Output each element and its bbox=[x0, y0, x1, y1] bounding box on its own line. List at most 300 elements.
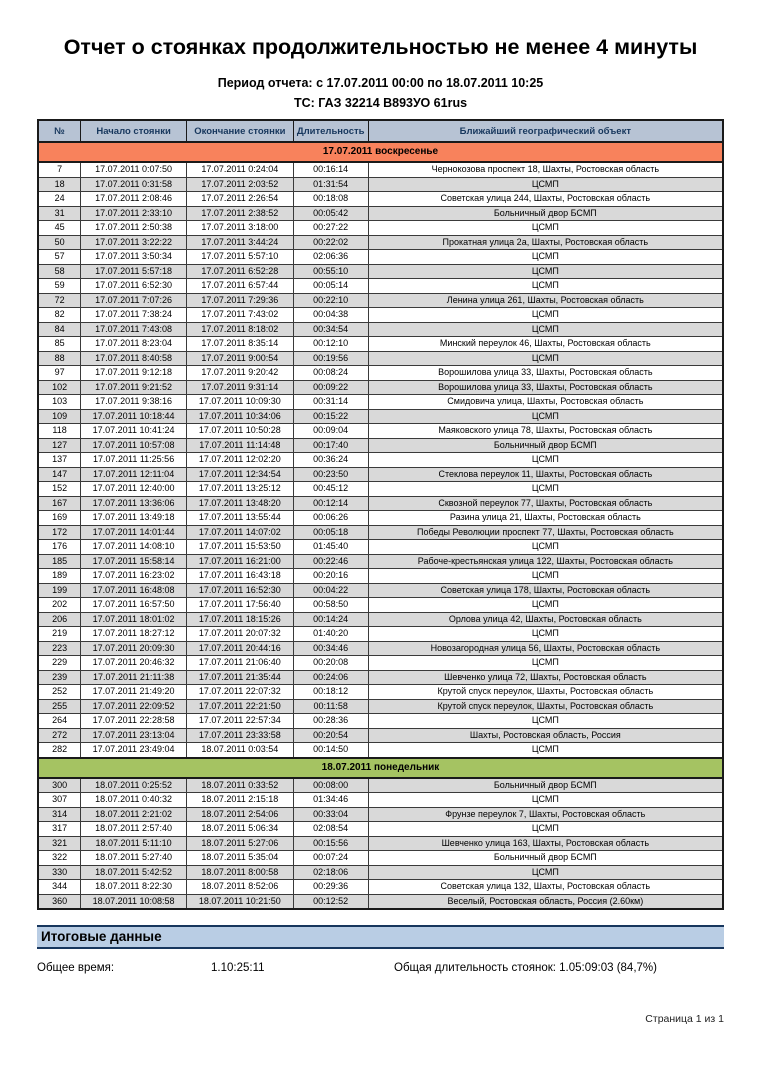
stop-location: ЦСМП bbox=[368, 453, 723, 468]
stop-number: 199 bbox=[38, 583, 81, 598]
table-row bbox=[38, 793, 723, 808]
stop-duration: 00:12:14 bbox=[293, 496, 368, 511]
stop-end: 17.07.2011 22:57:34 bbox=[186, 714, 293, 729]
stop-number: 24 bbox=[38, 192, 81, 207]
stop-number: 97 bbox=[38, 366, 81, 381]
stop-duration: 00:34:46 bbox=[293, 641, 368, 656]
table-row bbox=[38, 409, 723, 424]
stop-number: 72 bbox=[38, 293, 81, 308]
stop-number: 127 bbox=[38, 438, 81, 453]
report-content bbox=[37, 76, 724, 1025]
stop-end: 17.07.2011 6:52:28 bbox=[186, 264, 293, 279]
stop-number: 85 bbox=[38, 337, 81, 352]
table-row bbox=[38, 380, 723, 395]
stop-duration: 00:28:36 bbox=[293, 714, 368, 729]
table-header-row bbox=[38, 120, 723, 142]
stop-location: Больничный двор БСМП bbox=[368, 778, 723, 793]
table-row bbox=[38, 424, 723, 439]
stop-location: Ленина улица 261, Шахты, Ростовская область bbox=[368, 293, 723, 308]
stop-location: ЦСМП bbox=[368, 351, 723, 366]
stop-start: 17.07.2011 16:23:02 bbox=[81, 569, 187, 584]
table-row bbox=[38, 583, 723, 598]
stop-start: 17.07.2011 22:28:58 bbox=[81, 714, 187, 729]
table-row bbox=[38, 699, 723, 714]
stop-duration: 00:12:52 bbox=[293, 894, 368, 909]
table-row bbox=[38, 496, 723, 511]
col-header-number: № bbox=[38, 120, 81, 142]
stop-location: Шевченко улица 72, Шахты, Ростовская область bbox=[368, 670, 723, 685]
stop-end: 17.07.2011 2:03:52 bbox=[186, 177, 293, 192]
stop-number: 185 bbox=[38, 554, 81, 569]
table-row bbox=[38, 554, 723, 569]
stop-start: 18.07.2011 2:21:02 bbox=[81, 807, 187, 822]
table-row bbox=[38, 351, 723, 366]
stop-end: 17.07.2011 2:38:52 bbox=[186, 206, 293, 221]
table-row bbox=[38, 221, 723, 236]
stop-duration: 00:22:10 bbox=[293, 293, 368, 308]
stop-number: 31 bbox=[38, 206, 81, 221]
stop-location: ЦСМП bbox=[368, 250, 723, 265]
stop-start: 17.07.2011 11:25:56 bbox=[81, 453, 187, 468]
stop-location: Шахты, Ростовская область, Россия bbox=[368, 728, 723, 743]
stop-duration: 02:18:06 bbox=[293, 865, 368, 880]
stop-start: 17.07.2011 21:11:38 bbox=[81, 670, 187, 685]
stop-start: 17.07.2011 18:27:12 bbox=[81, 627, 187, 642]
stop-start: 17.07.2011 12:40:00 bbox=[81, 482, 187, 497]
stop-start: 17.07.2011 18:01:02 bbox=[81, 612, 187, 627]
stop-end: 18.07.2011 0:33:52 bbox=[186, 778, 293, 793]
total-time-value: 1.10:25:11 bbox=[211, 962, 265, 974]
stop-location: ЦСМП bbox=[368, 743, 723, 758]
stop-number: 344 bbox=[38, 880, 81, 895]
stop-end: 17.07.2011 3:44:24 bbox=[186, 235, 293, 250]
table-row bbox=[38, 714, 723, 729]
stop-number: 45 bbox=[38, 221, 81, 236]
stop-number: 264 bbox=[38, 714, 81, 729]
stop-location: Фрунзе переулок 7, Шахты, Ростовская область bbox=[368, 807, 723, 822]
stop-end: 17.07.2011 9:20:42 bbox=[186, 366, 293, 381]
table-row bbox=[38, 656, 723, 671]
stop-duration: 00:09:22 bbox=[293, 380, 368, 395]
stop-end: 17.07.2011 17:56:40 bbox=[186, 598, 293, 613]
stop-start: 17.07.2011 22:09:52 bbox=[81, 699, 187, 714]
stop-location: ЦСМП bbox=[368, 865, 723, 880]
stop-duration: 00:23:50 bbox=[293, 467, 368, 482]
stop-start: 17.07.2011 7:43:08 bbox=[81, 322, 187, 337]
stop-number: 300 bbox=[38, 778, 81, 793]
stop-number: 137 bbox=[38, 453, 81, 468]
stop-location: ЦСМП bbox=[368, 714, 723, 729]
stop-duration: 00:15:56 bbox=[293, 836, 368, 851]
stop-end: 17.07.2011 15:53:50 bbox=[186, 540, 293, 555]
stop-start: 17.07.2011 15:58:14 bbox=[81, 554, 187, 569]
stop-duration: 00:04:38 bbox=[293, 308, 368, 323]
day-section-label: 17.07.2011 воскресенье bbox=[38, 142, 723, 162]
stop-end: 18.07.2011 5:06:34 bbox=[186, 822, 293, 837]
stop-start: 17.07.2011 23:13:04 bbox=[81, 728, 187, 743]
stop-start: 17.07.2011 6:52:30 bbox=[81, 279, 187, 294]
stop-start: 17.07.2011 20:09:30 bbox=[81, 641, 187, 656]
stop-number: 282 bbox=[38, 743, 81, 758]
stop-duration: 01:31:54 bbox=[293, 177, 368, 192]
stop-start: 17.07.2011 0:31:58 bbox=[81, 177, 187, 192]
stop-duration: 00:58:50 bbox=[293, 598, 368, 613]
stop-start: 17.07.2011 2:08:46 bbox=[81, 192, 187, 207]
stop-number: 239 bbox=[38, 670, 81, 685]
stop-start: 17.07.2011 2:33:10 bbox=[81, 206, 187, 221]
stop-number: 229 bbox=[38, 656, 81, 671]
stop-start: 17.07.2011 14:01:44 bbox=[81, 525, 187, 540]
stop-number: 321 bbox=[38, 836, 81, 851]
stop-number: 102 bbox=[38, 380, 81, 395]
stop-start: 18.07.2011 10:08:58 bbox=[81, 894, 187, 909]
stop-end: 17.07.2011 3:18:00 bbox=[186, 221, 293, 236]
stop-start: 17.07.2011 9:21:52 bbox=[81, 380, 187, 395]
table-row bbox=[38, 511, 723, 526]
stop-number: 88 bbox=[38, 351, 81, 366]
stop-number: 307 bbox=[38, 793, 81, 808]
stop-number: 167 bbox=[38, 496, 81, 511]
table-row bbox=[38, 192, 723, 207]
stop-start: 17.07.2011 8:40:58 bbox=[81, 351, 187, 366]
stop-location: ЦСМП bbox=[368, 409, 723, 424]
day-section-header-row bbox=[38, 758, 723, 778]
stop-end: 18.07.2011 2:15:18 bbox=[186, 793, 293, 808]
table-row bbox=[38, 264, 723, 279]
stop-number: 50 bbox=[38, 235, 81, 250]
stop-start: 18.07.2011 8:22:30 bbox=[81, 880, 187, 895]
stop-start: 17.07.2011 0:07:50 bbox=[81, 162, 187, 177]
stop-location: ЦСМП bbox=[368, 569, 723, 584]
stop-start: 17.07.2011 16:57:50 bbox=[81, 598, 187, 613]
stop-start: 17.07.2011 14:08:10 bbox=[81, 540, 187, 555]
table-row bbox=[38, 612, 723, 627]
stop-duration: 00:14:50 bbox=[293, 743, 368, 758]
stop-end: 17.07.2011 13:25:12 bbox=[186, 482, 293, 497]
stop-duration: 00:27:22 bbox=[293, 221, 368, 236]
stop-end: 17.07.2011 11:14:48 bbox=[186, 438, 293, 453]
table-row bbox=[38, 894, 723, 909]
stop-location: Советская улица 244, Шахты, Ростовская область bbox=[368, 192, 723, 207]
stop-end: 17.07.2011 16:52:30 bbox=[186, 583, 293, 598]
stop-number: 169 bbox=[38, 511, 81, 526]
stop-start: 18.07.2011 0:25:52 bbox=[81, 778, 187, 793]
table-row bbox=[38, 235, 723, 250]
stop-end: 17.07.2011 16:21:00 bbox=[186, 554, 293, 569]
stop-end: 18.07.2011 8:00:58 bbox=[186, 865, 293, 880]
stop-duration: 00:22:02 bbox=[293, 235, 368, 250]
stop-number: 360 bbox=[38, 894, 81, 909]
stop-location: ЦСМП bbox=[368, 482, 723, 497]
stop-start: 17.07.2011 3:22:22 bbox=[81, 235, 187, 250]
stop-duration: 02:06:36 bbox=[293, 250, 368, 265]
stop-duration: 00:07:24 bbox=[293, 851, 368, 866]
stop-location: Шевченко улица 163, Шахты, Ростовская область bbox=[368, 836, 723, 851]
stop-number: 58 bbox=[38, 264, 81, 279]
table-row bbox=[38, 453, 723, 468]
table-row bbox=[38, 540, 723, 555]
stops-duration-text bbox=[394, 962, 657, 974]
stop-duration: 00:20:08 bbox=[293, 656, 368, 671]
stop-number: 118 bbox=[38, 424, 81, 439]
stop-end: 17.07.2011 23:33:58 bbox=[186, 728, 293, 743]
table-row bbox=[38, 482, 723, 497]
table-row bbox=[38, 395, 723, 410]
stop-location: Больничный двор БСМП bbox=[368, 851, 723, 866]
stop-location: Сквозной переулок 77, Шахты, Ростовская область bbox=[368, 496, 723, 511]
stop-end: 17.07.2011 21:35:44 bbox=[186, 670, 293, 685]
stop-start: 17.07.2011 13:36:06 bbox=[81, 496, 187, 511]
stop-number: 314 bbox=[38, 807, 81, 822]
stop-location: ЦСМП bbox=[368, 308, 723, 323]
stop-location: Больничный двор БСМП bbox=[368, 206, 723, 221]
stop-end: 18.07.2011 5:35:04 bbox=[186, 851, 293, 866]
stop-duration: 00:17:40 bbox=[293, 438, 368, 453]
stop-location: Чернокозова проспект 18, Шахты, Ростовская область bbox=[368, 162, 723, 177]
stop-start: 17.07.2011 9:12:18 bbox=[81, 366, 187, 381]
stop-start: 17.07.2011 3:50:34 bbox=[81, 250, 187, 265]
stop-number: 82 bbox=[38, 308, 81, 323]
stop-number: 84 bbox=[38, 322, 81, 337]
stop-end: 17.07.2011 22:21:50 bbox=[186, 699, 293, 714]
stop-duration: 00:14:24 bbox=[293, 612, 368, 627]
stop-end: 17.07.2011 13:55:44 bbox=[186, 511, 293, 526]
stop-number: 330 bbox=[38, 865, 81, 880]
stop-number: 219 bbox=[38, 627, 81, 642]
stop-location: Советская улица 132, Шахты, Ростовская область bbox=[368, 880, 723, 895]
stop-duration: 00:36:24 bbox=[293, 453, 368, 468]
stop-duration: 00:22:46 bbox=[293, 554, 368, 569]
stop-location: Орлова улица 42, Шахты, Ростовская область bbox=[368, 612, 723, 627]
stop-location: ЦСМП bbox=[368, 221, 723, 236]
stop-start: 17.07.2011 16:48:08 bbox=[81, 583, 187, 598]
stop-location: Рабоче-крестьянская улица 122, Шахты, Ростовская область bbox=[368, 554, 723, 569]
stop-duration: 02:08:54 bbox=[293, 822, 368, 837]
table-row bbox=[38, 627, 723, 642]
stops-table bbox=[37, 119, 724, 910]
stop-number: 152 bbox=[38, 482, 81, 497]
stop-duration: 01:45:40 bbox=[293, 540, 368, 555]
stop-start: 17.07.2011 7:07:26 bbox=[81, 293, 187, 308]
stop-start: 17.07.2011 9:38:16 bbox=[81, 395, 187, 410]
table-row bbox=[38, 206, 723, 221]
stop-end: 18.07.2011 0:03:54 bbox=[186, 743, 293, 758]
table-row bbox=[38, 670, 723, 685]
stop-start: 17.07.2011 8:23:04 bbox=[81, 337, 187, 352]
stop-number: 172 bbox=[38, 525, 81, 540]
stop-start: 17.07.2011 23:49:04 bbox=[81, 743, 187, 758]
stop-location: Веселый, Ростовская область, Россия (2.60км) bbox=[368, 894, 723, 909]
table-row bbox=[38, 308, 723, 323]
stop-number: 176 bbox=[38, 540, 81, 555]
stop-end: 17.07.2011 20:44:16 bbox=[186, 641, 293, 656]
stop-end: 18.07.2011 2:54:06 bbox=[186, 807, 293, 822]
table-row bbox=[38, 778, 723, 793]
stop-location: Маяковского улица 78, Шахты, Ростовская область bbox=[368, 424, 723, 439]
stop-end: 17.07.2011 20:07:32 bbox=[186, 627, 293, 642]
total-time-label: Общее время: bbox=[37, 962, 115, 974]
stop-end: 18.07.2011 10:21:50 bbox=[186, 894, 293, 909]
stop-end: 17.07.2011 0:24:04 bbox=[186, 162, 293, 177]
table-row bbox=[38, 851, 723, 866]
stop-duration: 00:31:14 bbox=[293, 395, 368, 410]
stop-duration: 00:24:06 bbox=[293, 670, 368, 685]
stop-duration: 00:05:14 bbox=[293, 279, 368, 294]
col-header-location: Ближайший географический объект bbox=[368, 120, 723, 142]
table-row bbox=[38, 836, 723, 851]
stop-duration: 00:20:16 bbox=[293, 569, 368, 584]
stop-end: 17.07.2011 7:29:36 bbox=[186, 293, 293, 308]
day-section-label: 18.07.2011 понедельник bbox=[38, 758, 723, 778]
stop-location: ЦСМП bbox=[368, 322, 723, 337]
report-vehicle: ТС: ГАЗ 32214 В893УО 61rus bbox=[293, 96, 468, 110]
stop-end: 17.07.2011 9:00:54 bbox=[186, 351, 293, 366]
stop-end: 17.07.2011 14:07:02 bbox=[186, 525, 293, 540]
page-number-label: Страница 1 из 1 bbox=[645, 1013, 724, 1025]
summary-line bbox=[37, 962, 724, 977]
stop-location: Крутой спуск переулок, Шахты, Ростовская область bbox=[368, 685, 723, 700]
stop-number: 7 bbox=[38, 162, 81, 177]
stop-duration: 00:16:14 bbox=[293, 162, 368, 177]
stop-number: 255 bbox=[38, 699, 81, 714]
stop-end: 17.07.2011 5:57:10 bbox=[186, 250, 293, 265]
stop-end: 17.07.2011 21:06:40 bbox=[186, 656, 293, 671]
stop-duration: 00:18:12 bbox=[293, 685, 368, 700]
stop-start: 17.07.2011 21:49:20 bbox=[81, 685, 187, 700]
stop-duration: 00:06:26 bbox=[293, 511, 368, 526]
stop-number: 59 bbox=[38, 279, 81, 294]
stop-end: 17.07.2011 13:48:20 bbox=[186, 496, 293, 511]
table-row bbox=[38, 250, 723, 265]
stop-number: 189 bbox=[38, 569, 81, 584]
stop-duration: 00:04:22 bbox=[293, 583, 368, 598]
stop-number: 252 bbox=[38, 685, 81, 700]
stop-duration: 00:15:22 bbox=[293, 409, 368, 424]
stop-end: 17.07.2011 7:43:02 bbox=[186, 308, 293, 323]
stop-end: 17.07.2011 16:43:18 bbox=[186, 569, 293, 584]
stop-location: Стеклова переулок 11, Шахты, Ростовская область bbox=[368, 467, 723, 482]
table-row bbox=[38, 322, 723, 337]
stop-location: Ворошилова улица 33, Шахты, Ростовская область bbox=[368, 366, 723, 381]
table-row bbox=[38, 525, 723, 540]
table-row bbox=[38, 569, 723, 584]
table-row bbox=[38, 162, 723, 177]
stop-location: ЦСМП bbox=[368, 264, 723, 279]
stop-duration: 00:33:04 bbox=[293, 807, 368, 822]
stop-start: 17.07.2011 10:41:24 bbox=[81, 424, 187, 439]
stop-start: 18.07.2011 5:11:10 bbox=[81, 836, 187, 851]
stop-start: 17.07.2011 5:57:18 bbox=[81, 264, 187, 279]
table-row bbox=[38, 337, 723, 352]
stop-end: 17.07.2011 8:35:14 bbox=[186, 337, 293, 352]
stop-location: ЦСМП bbox=[368, 598, 723, 613]
stop-duration: 01:40:20 bbox=[293, 627, 368, 642]
table-row bbox=[38, 438, 723, 453]
stop-end: 17.07.2011 6:57:44 bbox=[186, 279, 293, 294]
report-period: Период отчета: с 17.07.2011 00:00 по 18.07.2011 10:25 bbox=[217, 76, 544, 90]
stop-number: 109 bbox=[38, 409, 81, 424]
stop-location: Ворошилова улица 33, Шахты, Ростовская область bbox=[368, 380, 723, 395]
day-section-header-row bbox=[38, 142, 723, 162]
table-row bbox=[38, 467, 723, 482]
stops-duration-value: 1.05:09:03 (84,7%) bbox=[559, 962, 657, 974]
table-row bbox=[38, 293, 723, 308]
stop-end: 18.07.2011 5:27:06 bbox=[186, 836, 293, 851]
stop-duration: 00:18:08 bbox=[293, 192, 368, 207]
stop-number: 57 bbox=[38, 250, 81, 265]
stop-location: ЦСМП bbox=[368, 656, 723, 671]
col-header-duration: Длительность bbox=[293, 120, 368, 142]
stop-start: 17.07.2011 10:18:44 bbox=[81, 409, 187, 424]
stop-number: 147 bbox=[38, 467, 81, 482]
stop-location: Больничный двор БСМП bbox=[368, 438, 723, 453]
stop-start: 17.07.2011 12:11:04 bbox=[81, 467, 187, 482]
stop-end: 17.07.2011 10:34:06 bbox=[186, 409, 293, 424]
stop-location: ЦСМП bbox=[368, 540, 723, 555]
stop-duration: 00:45:12 bbox=[293, 482, 368, 497]
stop-end: 17.07.2011 8:18:02 bbox=[186, 322, 293, 337]
stop-location: Минский переулок 46, Шахты, Ростовская область bbox=[368, 337, 723, 352]
stop-start: 18.07.2011 0:40:32 bbox=[81, 793, 187, 808]
stop-start: 17.07.2011 20:46:32 bbox=[81, 656, 187, 671]
stop-location: Победы Революции проспект 77, Шахты, Ростовская область bbox=[368, 525, 723, 540]
stop-duration: 00:05:42 bbox=[293, 206, 368, 221]
stop-number: 103 bbox=[38, 395, 81, 410]
stop-start: 18.07.2011 5:27:40 bbox=[81, 851, 187, 866]
stop-duration: 01:34:46 bbox=[293, 793, 368, 808]
stop-number: 272 bbox=[38, 728, 81, 743]
table-row bbox=[38, 279, 723, 294]
stop-location: ЦСМП bbox=[368, 627, 723, 642]
stop-end: 17.07.2011 2:26:54 bbox=[186, 192, 293, 207]
stop-location: ЦСМП bbox=[368, 177, 723, 192]
stop-number: 18 bbox=[38, 177, 81, 192]
stop-start: 17.07.2011 7:38:24 bbox=[81, 308, 187, 323]
stop-duration: 00:34:54 bbox=[293, 322, 368, 337]
stop-start: 17.07.2011 10:57:08 bbox=[81, 438, 187, 453]
stop-end: 18.07.2011 8:52:06 bbox=[186, 880, 293, 895]
table-row bbox=[38, 807, 723, 822]
stop-number: 206 bbox=[38, 612, 81, 627]
table-row bbox=[38, 822, 723, 837]
stop-duration: 00:09:04 bbox=[293, 424, 368, 439]
stop-location: Новозагородная улица 56, Шахты, Ростовская область bbox=[368, 641, 723, 656]
stop-duration: 00:12:10 bbox=[293, 337, 368, 352]
stop-location: Прокатная улица 2а, Шахты, Ростовская область bbox=[368, 235, 723, 250]
stop-location: ЦСМП bbox=[368, 279, 723, 294]
col-header-start: Начало стоянки bbox=[81, 120, 187, 142]
table-row bbox=[38, 743, 723, 758]
col-header-end: Окончание стоянки bbox=[186, 120, 293, 142]
stop-number: 322 bbox=[38, 851, 81, 866]
stop-end: 17.07.2011 10:09:30 bbox=[186, 395, 293, 410]
stop-start: 18.07.2011 2:57:40 bbox=[81, 822, 187, 837]
stop-end: 17.07.2011 18:15:26 bbox=[186, 612, 293, 627]
stop-duration: 00:19:56 bbox=[293, 351, 368, 366]
stop-start: 17.07.2011 13:49:18 bbox=[81, 511, 187, 526]
stop-number: 202 bbox=[38, 598, 81, 613]
stop-end: 17.07.2011 12:02:20 bbox=[186, 453, 293, 468]
stop-location: ЦСМП bbox=[368, 822, 723, 837]
table-row bbox=[38, 728, 723, 743]
stops-duration-label: Общая длительность стоянок: bbox=[394, 962, 556, 974]
stop-duration: 00:55:10 bbox=[293, 264, 368, 279]
table-row bbox=[38, 598, 723, 613]
stop-location: Советская улица 178, Шахты, Ростовская область bbox=[368, 583, 723, 598]
stop-start: 18.07.2011 5:42:52 bbox=[81, 865, 187, 880]
stop-duration: 00:08:24 bbox=[293, 366, 368, 381]
stop-location: ЦСМП bbox=[368, 793, 723, 808]
